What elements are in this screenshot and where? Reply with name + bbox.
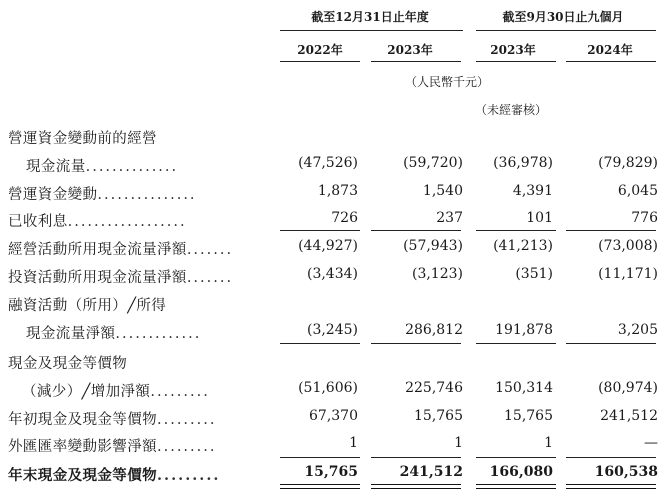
row7-value-9m2023: 191,878 xyxy=(495,322,553,338)
year-rule-1 xyxy=(280,61,360,62)
total-double-rule-3b xyxy=(476,488,556,489)
total-double-rule-4b xyxy=(566,488,656,489)
row7-value-2022: (3,245) xyxy=(306,322,358,338)
row5-value-9m2023: (351) xyxy=(515,266,553,282)
row-label-interest: 已收利息.................. xyxy=(8,214,187,230)
row4-value-9m2024: (73,008) xyxy=(598,238,658,254)
row5-value-2023: (3,123) xyxy=(411,266,463,282)
year-header-2: 2023年 xyxy=(387,43,433,57)
period-header-fy: 截至12月31日止年度 xyxy=(311,10,429,24)
total-double-rule-1a xyxy=(280,484,360,485)
total-top-rule-2 xyxy=(371,457,461,458)
row12-value-9m2024: 160,538 xyxy=(594,464,658,480)
row10-value-9m2024: 241,512 xyxy=(600,408,658,424)
year-header-4: 2024年 xyxy=(587,43,633,57)
row11-value-2022: 1 xyxy=(349,435,358,451)
row9-value-2023: 225,746 xyxy=(405,380,463,396)
header-rule-fy xyxy=(280,30,463,31)
row11-value-9m2024: — xyxy=(644,435,658,451)
row-label-pre-wc: 營運資金變動前的經營 xyxy=(8,131,157,147)
row12-value-9m2023: 166,080 xyxy=(489,464,553,480)
subtotal-rule-4 xyxy=(566,230,656,231)
row-label-net-operating: 經營活動所用現金流量淨額....... xyxy=(8,242,234,258)
subtotal-rule-3 xyxy=(476,230,556,231)
row3-value-9m2024: 776 xyxy=(631,210,658,226)
row2-value-2022: 1,873 xyxy=(317,183,358,199)
row-label-financing: 融資活動（所用）╱所得 xyxy=(8,298,167,314)
row1-value-2022: (47,526) xyxy=(298,155,358,171)
row-label-operating-cf: 現金流量.............. xyxy=(26,159,179,175)
row10-value-2022: 67,370 xyxy=(309,408,358,424)
unaudited-note: （未經審核） xyxy=(475,103,548,117)
header-rule-9m xyxy=(476,30,656,31)
total-double-rule-3a xyxy=(476,484,556,485)
row7-value-2023: 286,812 xyxy=(405,322,463,338)
total-double-rule-4a xyxy=(566,484,656,485)
year-header-3: 2023年 xyxy=(490,43,536,57)
row2-value-9m2024: 6,045 xyxy=(617,183,658,199)
total-double-rule-1b xyxy=(280,488,360,489)
row3-value-2023: 237 xyxy=(436,210,463,226)
row4-value-9m2023: (41,213) xyxy=(493,238,553,254)
row9-value-9m2024: (80,974) xyxy=(598,380,658,396)
subtotal-rule-2 xyxy=(371,230,461,231)
currency-note: （人民幣千元） xyxy=(405,75,490,89)
row-label-closing-cash: 年末現金及現金等價物......... xyxy=(8,467,221,484)
total-double-rule-2a xyxy=(371,484,461,485)
subtotal2-rule-1 xyxy=(280,343,360,344)
total-top-rule-4 xyxy=(566,457,656,458)
row10-value-2023: 15,765 xyxy=(414,408,463,424)
row12-value-2023: 241,512 xyxy=(399,464,463,480)
row9-value-2022: (51,606) xyxy=(298,380,358,396)
row-label-cash-equiv: 現金及現金等價物 xyxy=(8,356,128,372)
subtotal2-rule-3 xyxy=(476,343,556,344)
row3-value-2022: 726 xyxy=(331,210,358,226)
year-rule-2 xyxy=(371,61,461,62)
total-double-rule-2b xyxy=(371,488,461,489)
row5-value-2022: (3,434) xyxy=(306,266,358,282)
row-label-net-financing: 現金流量淨額............. xyxy=(26,326,202,342)
row3-value-9m2023: 101 xyxy=(526,210,553,226)
row-label-fx-effect: 外匯匯率變動影響淨額......... xyxy=(8,439,217,455)
row-label-wc-change: 營運資金變動............... xyxy=(8,187,197,203)
row2-value-2023: 1,540 xyxy=(422,183,463,199)
row4-value-2022: (44,927) xyxy=(298,238,358,254)
row5-value-9m2024: (11,171) xyxy=(598,266,658,282)
row11-value-2023: 1 xyxy=(454,435,463,451)
year-rule-4 xyxy=(566,61,656,62)
subtotal2-rule-4 xyxy=(566,343,656,344)
row2-value-9m2023: 4,391 xyxy=(512,183,553,199)
subtotal-rule-1 xyxy=(280,230,360,231)
row1-value-2023: (59,720) xyxy=(403,155,463,171)
row-label-opening-cash: 年初現金及現金等價物......... xyxy=(8,412,217,428)
total-top-rule-1 xyxy=(280,457,360,458)
row11-value-9m2023: 1 xyxy=(544,435,553,451)
total-top-rule-3 xyxy=(476,457,556,458)
subtotal2-rule-2 xyxy=(371,343,461,344)
row1-value-9m2023: (36,978) xyxy=(493,155,553,171)
row10-value-9m2023: 15,765 xyxy=(504,408,553,424)
period-header-9m: 截至9月30日止九個月 xyxy=(502,10,624,24)
year-rule-3 xyxy=(476,61,556,62)
row-label-net-change: （減少）╱增加淨額......... xyxy=(22,384,210,400)
row12-value-2022: 15,765 xyxy=(304,464,358,480)
year-header-1: 2022年 xyxy=(297,43,343,57)
row4-value-2023: (57,943) xyxy=(403,238,463,254)
row7-value-9m2024: 3,205 xyxy=(617,322,658,338)
row1-value-9m2024: (79,829) xyxy=(598,155,658,171)
row9-value-9m2023: 150,314 xyxy=(495,380,553,396)
row-label-net-investing: 投資活動所用現金流量淨額....... xyxy=(8,270,234,286)
